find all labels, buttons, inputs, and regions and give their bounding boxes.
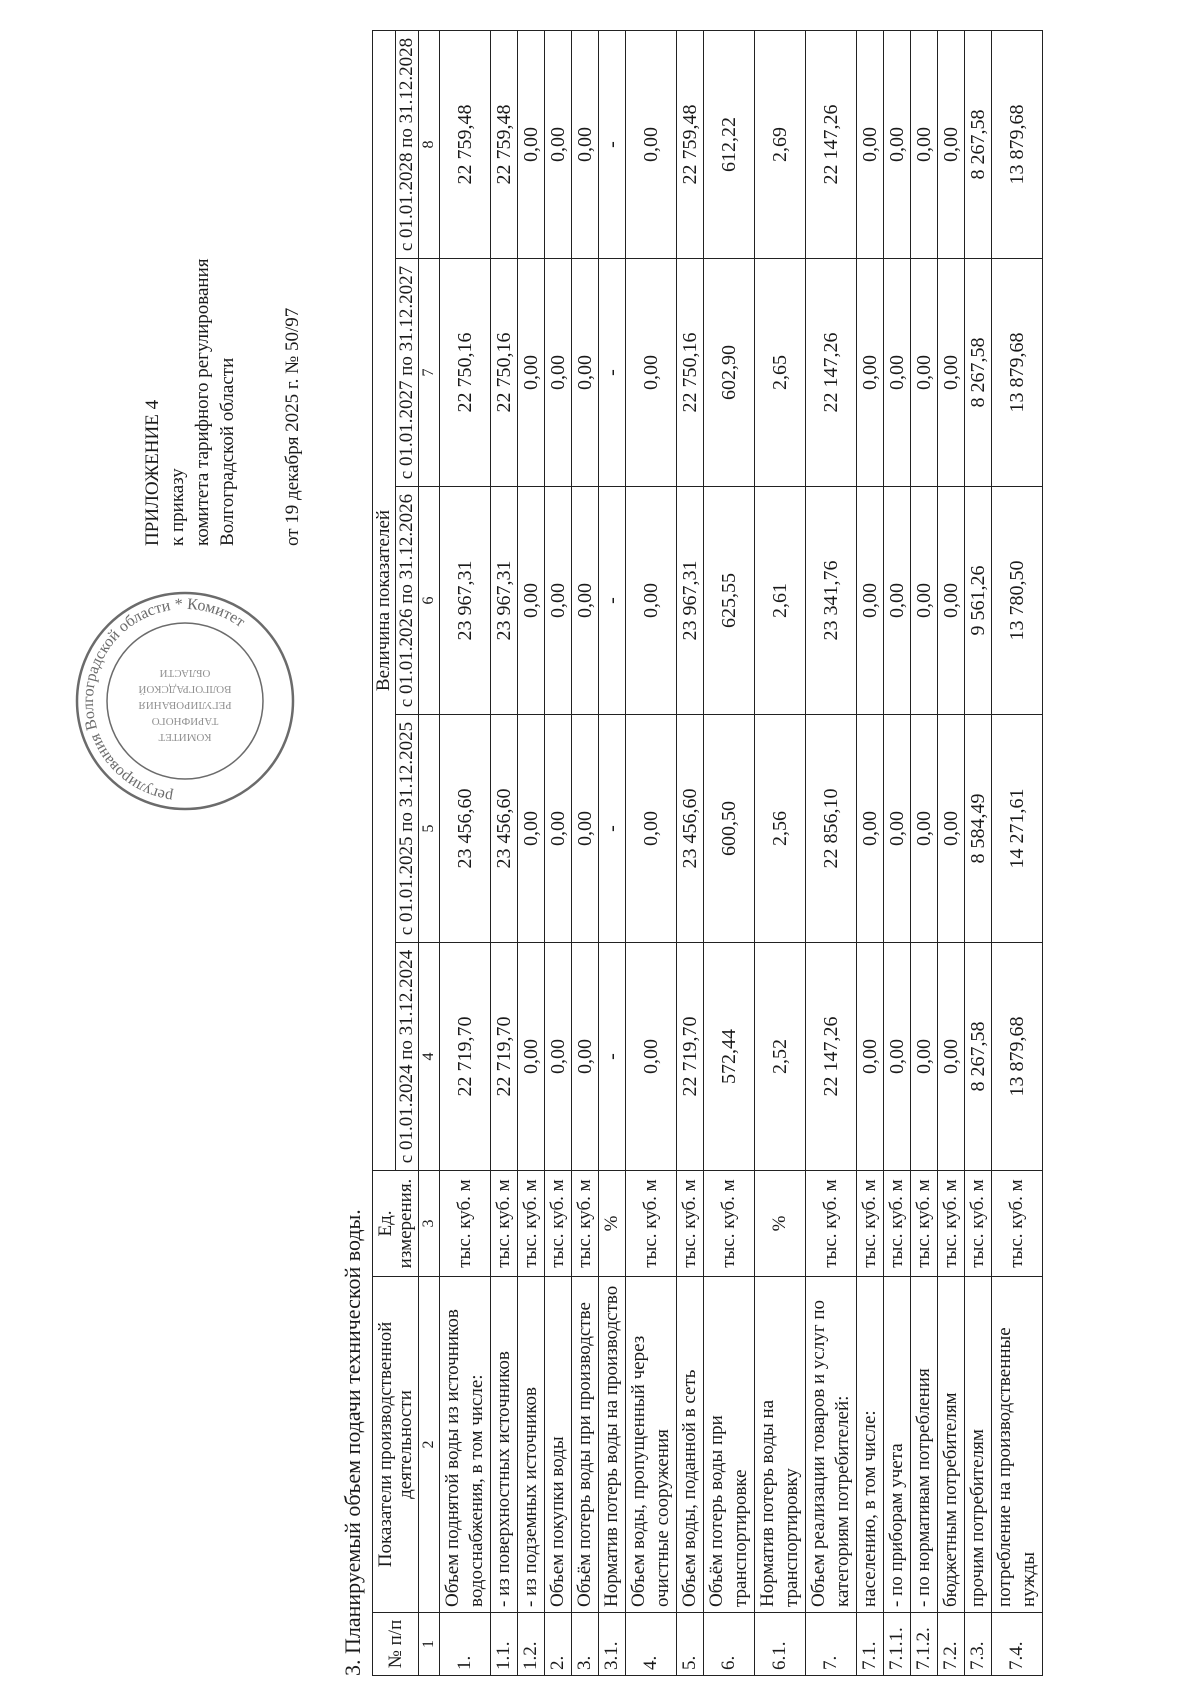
- row-value: 22 759,48: [491, 30, 518, 258]
- row-value: 13 780,50: [992, 487, 1043, 715]
- column-number: 7: [419, 259, 440, 487]
- row-unit: тыс. куб. м: [518, 1171, 545, 1277]
- row-value: 0,00: [884, 715, 911, 943]
- row-unit: тыс. куб. м: [806, 1171, 857, 1277]
- header-values-group: Величина показателей: [373, 30, 396, 1170]
- section-title: 3. Планируемый объем подачи технической воды.: [340, 1209, 365, 1676]
- row-value: 572,44: [704, 943, 755, 1171]
- row-indicator-name: Норматив потерь воды на транспортировку: [755, 1277, 806, 1613]
- row-indicator-name: населению, в том числе:: [857, 1277, 884, 1613]
- row-value: 22 147,26: [806, 30, 857, 258]
- row-value: 22 856,10: [806, 715, 857, 943]
- table-row: [806, 30, 857, 1675]
- row-value: 0,00: [572, 715, 599, 943]
- row-unit: %: [755, 1171, 806, 1277]
- row-value: 13 879,68: [992, 259, 1043, 487]
- row-number: 7.3.: [965, 1613, 992, 1676]
- row-number: 7.1.2.: [911, 1613, 938, 1676]
- region-name: Волгоградской области: [217, 357, 238, 546]
- row-value: -: [599, 715, 626, 943]
- row-value: 0,00: [857, 259, 884, 487]
- row-value: 14 271,61: [992, 715, 1043, 943]
- table-row: [704, 30, 755, 1675]
- seal-center-line: ТАРИФНОГО: [151, 715, 219, 727]
- row-number: 2.: [545, 1613, 572, 1676]
- row-indicator-name: - по приборам учета: [884, 1277, 911, 1613]
- table-row: [938, 30, 965, 1675]
- row-value: 625,55: [704, 487, 755, 715]
- row-value: -: [599, 487, 626, 715]
- seal-center-line: РЕГУЛИРОВАНИЯ: [138, 699, 232, 711]
- row-number: 3.1.: [599, 1613, 626, 1676]
- row-value: 22 147,26: [806, 943, 857, 1171]
- row-number: 1.: [440, 1613, 491, 1676]
- row-number: 7.1.: [857, 1613, 884, 1676]
- row-indicator-name: Объем воды, поданной в сеть: [677, 1277, 704, 1613]
- row-value: 23 456,60: [677, 715, 704, 943]
- row-indicator-name: - из подземных источников: [518, 1277, 545, 1613]
- row-value: 0,00: [857, 487, 884, 715]
- table-row: [677, 30, 704, 1675]
- header-period: с 01.01.2024 по 31.12.2024: [396, 943, 419, 1171]
- row-value: 600,50: [704, 715, 755, 943]
- row-value: 0,00: [938, 259, 965, 487]
- row-value: 0,00: [626, 259, 677, 487]
- row-value: 0,00: [518, 487, 545, 715]
- row-value: 23 456,60: [440, 715, 491, 943]
- row-value: 0,00: [938, 943, 965, 1171]
- row-unit: %: [599, 1171, 626, 1277]
- header-period: с 01.01.2026 по 31.12.2026: [396, 487, 419, 715]
- seal-center-line: КОМИТЕТ: [158, 731, 212, 743]
- row-value: 23 967,31: [440, 487, 491, 715]
- row-value: 0,00: [626, 943, 677, 1171]
- row-value: 0,00: [545, 715, 572, 943]
- row-indicator-name: Объём потерь воды при транспортировке: [704, 1277, 755, 1613]
- table-row: [440, 30, 491, 1675]
- row-indicator-name: Объем покупки воды: [545, 1277, 572, 1613]
- row-unit: тыс. куб. м: [545, 1171, 572, 1277]
- row-indicator-name: прочим потребителям: [965, 1277, 992, 1613]
- row-unit: тыс. куб. м: [677, 1171, 704, 1277]
- table-body: [440, 30, 1043, 1675]
- row-value: 0,00: [938, 30, 965, 258]
- table-row: [572, 30, 599, 1675]
- row-unit: тыс. куб. м: [704, 1171, 755, 1277]
- row-value: 22 759,48: [440, 30, 491, 258]
- row-unit: тыс. куб. м: [572, 1171, 599, 1277]
- header-period: с 01.01.2025 по 31.12.2025: [396, 715, 419, 943]
- row-unit: тыс. куб. м: [440, 1171, 491, 1277]
- row-value: 0,00: [545, 259, 572, 487]
- column-number: 3: [419, 1171, 440, 1277]
- row-indicator-name: - по нормативам потребления: [911, 1277, 938, 1613]
- appendix-header: [140, 126, 305, 546]
- row-value: 0,00: [911, 715, 938, 943]
- row-value: 0,00: [884, 30, 911, 258]
- row-value: 22 750,16: [677, 259, 704, 487]
- table-row: [911, 30, 938, 1675]
- column-number: 4: [419, 943, 440, 1171]
- row-value: 0,00: [857, 715, 884, 943]
- row-value: 2,65: [755, 259, 806, 487]
- row-indicator-name: Объем реализации товаров и услуг по категориям потребителей:: [806, 1277, 857, 1613]
- row-value: 0,00: [518, 259, 545, 487]
- row-value: 8 267,58: [965, 30, 992, 258]
- row-value: 0,00: [911, 487, 938, 715]
- row-unit: тыс. куб. м: [992, 1171, 1043, 1277]
- table-row: [599, 30, 626, 1675]
- row-value: 22 719,70: [440, 943, 491, 1171]
- header-period: с 01.01.2027 по 31.12.2027: [396, 259, 419, 487]
- row-value: 0,00: [518, 715, 545, 943]
- row-value: 0,00: [572, 30, 599, 258]
- row-value: 22 719,70: [677, 943, 704, 1171]
- row-value: 2,56: [755, 715, 806, 943]
- row-value: 0,00: [884, 487, 911, 715]
- row-value: 0,00: [626, 715, 677, 943]
- table-row: [992, 30, 1043, 1675]
- row-value: 22 719,70: [491, 943, 518, 1171]
- header-unit-col: Ед. измерения.: [373, 1171, 419, 1277]
- row-value: 0,00: [884, 259, 911, 487]
- row-value: 612,22: [704, 30, 755, 258]
- row-value: 22 750,16: [491, 259, 518, 487]
- row-value: -: [599, 943, 626, 1171]
- row-indicator-name: Объем воды, пропущенный через очистные сооружения: [626, 1277, 677, 1613]
- row-value: 23 967,31: [491, 487, 518, 715]
- row-value: 0,00: [626, 487, 677, 715]
- row-value: 9 561,26: [965, 487, 992, 715]
- row-value: 0,00: [884, 943, 911, 1171]
- row-unit: тыс. куб. м: [911, 1171, 938, 1277]
- row-indicator-name: бюджетным потребителям: [938, 1277, 965, 1613]
- row-value: 8 584,49: [965, 715, 992, 943]
- row-unit: тыс. куб. м: [965, 1171, 992, 1277]
- row-value: 0,00: [572, 487, 599, 715]
- row-indicator-name: Норматив потерь воды на производство: [599, 1277, 626, 1613]
- row-value: 23 967,31: [677, 487, 704, 715]
- row-indicator-name: Объём потерь воды при производстве: [572, 1277, 599, 1613]
- row-value: 0,00: [572, 943, 599, 1171]
- row-number: 7.4.: [992, 1613, 1043, 1676]
- row-unit: тыс. куб. м: [491, 1171, 518, 1277]
- row-number: 7.1.1.: [884, 1613, 911, 1676]
- row-number: 4.: [626, 1613, 677, 1676]
- row-unit: тыс. куб. м: [938, 1171, 965, 1277]
- row-value: 2,61: [755, 487, 806, 715]
- row-value: 13 879,68: [992, 943, 1043, 1171]
- row-value: -: [599, 259, 626, 487]
- row-value: 0,00: [545, 943, 572, 1171]
- seal-graphic: [70, 586, 300, 816]
- row-value: 2,52: [755, 943, 806, 1171]
- row-value: 0,00: [626, 30, 677, 258]
- appendix-title: ПРИЛОЖЕНИЕ 4: [142, 399, 163, 546]
- seal-ring-text: регулирования Волгоградской области * Комитет: [79, 595, 248, 806]
- row-value: 0,00: [911, 30, 938, 258]
- column-number: 6: [419, 487, 440, 715]
- table-row: [965, 30, 992, 1675]
- row-number: 5.: [677, 1613, 704, 1676]
- water-supply-table: [372, 30, 1043, 1676]
- row-value: 22 750,16: [440, 259, 491, 487]
- table-row: [857, 30, 884, 1675]
- row-value: 23 341,76: [806, 487, 857, 715]
- row-number: 6.: [704, 1613, 755, 1676]
- column-number: 5: [419, 715, 440, 943]
- table-row: [518, 30, 545, 1675]
- row-value: 0,00: [518, 943, 545, 1171]
- seal-center-line: ОБЛАСТИ: [159, 667, 211, 679]
- row-unit: тыс. куб. м: [884, 1171, 911, 1277]
- row-indicator-name: потребление на производственные нужды: [992, 1277, 1043, 1613]
- committee-name: комитета тарифного регулирования: [192, 258, 213, 546]
- row-value: 22 147,26: [806, 259, 857, 487]
- row-value: -: [599, 30, 626, 258]
- table-row: [626, 30, 677, 1675]
- table-row: [755, 30, 806, 1675]
- table-row: [545, 30, 572, 1675]
- row-unit: тыс. куб. м: [857, 1171, 884, 1277]
- row-value: 0,00: [911, 943, 938, 1171]
- row-value: 0,00: [938, 715, 965, 943]
- row-number: 1.1.: [491, 1613, 518, 1676]
- row-number: 1.2.: [518, 1613, 545, 1676]
- row-value: 0,00: [911, 259, 938, 487]
- row-value: 8 267,58: [965, 259, 992, 487]
- table-row: [884, 30, 911, 1675]
- row-value: 22 759,48: [677, 30, 704, 258]
- column-number: 1: [419, 1613, 440, 1676]
- row-value: 0,00: [938, 487, 965, 715]
- seal-center-line: ВОЛГОГРАДСКОЙ: [138, 683, 232, 695]
- order-reference: к приказу: [167, 468, 188, 546]
- table-row: [491, 30, 518, 1675]
- row-indicator-name: Объем поднятой воды из источников водоснабжения, в том числе:: [440, 1277, 491, 1613]
- row-indicator-name: - из поверхностных источников: [491, 1277, 518, 1613]
- row-value: 0,00: [545, 30, 572, 258]
- row-number: 7.2.: [938, 1613, 965, 1676]
- header-period: с 01.01.2028 по 31.12.2028: [396, 30, 419, 258]
- row-value: 602,90: [704, 259, 755, 487]
- column-number-row: [419, 30, 440, 1675]
- row-value: 23 456,60: [491, 715, 518, 943]
- row-value: 0,00: [545, 487, 572, 715]
- row-value: 2,69: [755, 30, 806, 258]
- column-number: 2: [419, 1277, 440, 1613]
- order-date: от 19 декабря 2025 г. № 50/97: [282, 307, 303, 546]
- row-value: 0,00: [572, 259, 599, 487]
- column-number: 8: [419, 30, 440, 258]
- header-number-col: № п/п: [373, 1613, 419, 1676]
- row-value: 0,00: [857, 30, 884, 258]
- row-value: 0,00: [857, 943, 884, 1171]
- header-indicator-col: Показатели производственной деятельности: [373, 1277, 419, 1613]
- table-header-row: [373, 30, 396, 1675]
- row-value: 0,00: [518, 30, 545, 258]
- row-value: 8 267,58: [965, 943, 992, 1171]
- row-number: 7.: [806, 1613, 857, 1676]
- official-seal-stamp: [70, 586, 300, 816]
- row-unit: тыс. куб. м: [626, 1171, 677, 1277]
- row-number: 3.: [572, 1613, 599, 1676]
- row-number: 6.1.: [755, 1613, 806, 1676]
- row-value: 13 879,68: [992, 30, 1043, 258]
